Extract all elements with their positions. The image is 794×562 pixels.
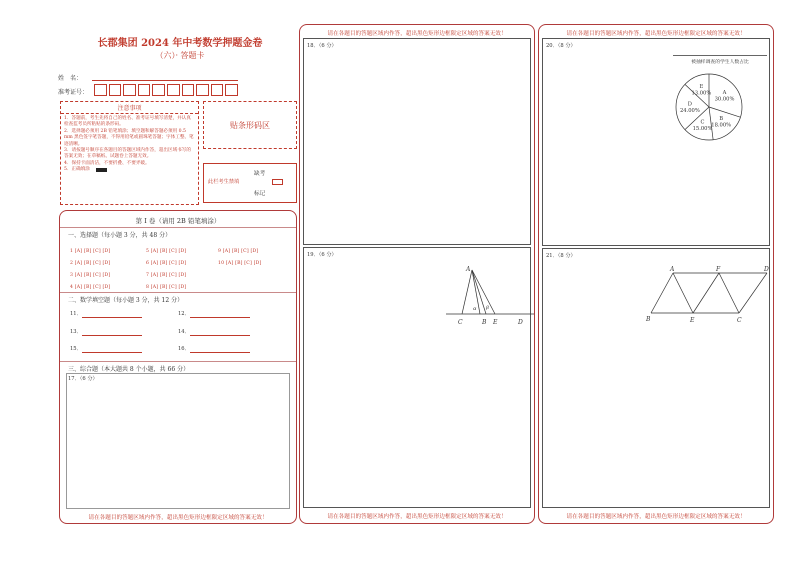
q17-label: 17．（6 分） [68,376,98,382]
page-title: 长郡集团 2024 年中考数学押题金卷 [97,38,263,49]
pie-slice-d-value: 24.00% [679,108,700,114]
blank-12-input[interactable] [190,317,250,318]
barcode-label: 贴条形码区 [230,120,270,130]
pie-slice-e-value: 13.00% [691,90,712,97]
blank-16-input[interactable] [190,352,250,353]
absent-checkbox[interactable] [272,179,283,185]
page-subtitle: （六）· 答题卡 [155,51,205,60]
filled-mark-example [96,168,107,172]
q20-answer-area[interactable] [542,38,770,246]
blank-15-input[interactable] [82,352,142,353]
fig21-label-D: D [764,266,769,273]
blank-11-label: 11． [70,311,82,317]
q19-answer-area[interactable] [303,247,531,508]
barcode-area [203,101,297,149]
notice-item-5: 5．正确填涂 [64,167,90,173]
section-header: 第 I 卷（请用 2B 铅笔填涂） [135,217,221,225]
pie-slice-a-label: A [722,90,727,97]
q17-answer-area[interactable] [66,373,290,509]
choice-q7[interactable]: 7 [A] [B] [C] [D] [146,273,187,278]
fig19-label-C: C [458,319,463,326]
q18-label: 18．（6 分） [307,43,337,49]
blank-13-label: 13． [70,329,82,335]
middle-answer-panel [299,24,535,524]
pie-slice-c-value: 15.00% [692,126,713,133]
blank-15-label: 15． [70,346,82,352]
fig19-label-B: B [482,319,487,326]
notice-item-4: 4．保持卡面清洁，不要折叠、不要弄破。 [64,160,150,166]
fig21-label-A: A [670,266,675,273]
pie-slice-c-label: C [700,119,705,126]
fig21-label-E: E [690,317,695,324]
choice-q2[interactable]: 2 [A] [B] [C] [D] [70,261,111,266]
blank-16-label: 16． [178,346,190,352]
comprehensive-section-title: 三、综合题（本大题共 8 个小题，共 66 分） [68,366,190,373]
exam-number-label: 准考证号： [58,89,89,96]
absent-line1: 缺考 [254,171,266,177]
warning-right-bottom: 请在各题目的答题区域内作答，超出黑色矩形边框限定区域的答案无效！ [566,514,746,520]
fig21-label-C: C [737,317,742,324]
warning-middle-bottom: 请在各题目的答题区域内作答，超出黑色矩形边框限定区域的答案无效！ [327,514,507,520]
choice-q4[interactable]: 4 [A] [B] [C] [D] [70,285,111,290]
fig19-label-beta: β [486,305,489,311]
fig19-label-E: E [493,319,498,326]
q21-answer-area[interactable] [542,248,770,508]
notice-box [60,101,199,205]
right-answer-panel [538,24,774,524]
pie-svg [673,67,767,153]
choice-q5[interactable]: 5 [A] [B] [C] [D] [146,249,187,254]
notice-item-3: 3．请按题号顺序在各题目的答题区域内作答，超出区域书写的答案无效；在草稿纸、试题卷上答题无效。 [64,148,191,160]
choice-q6[interactable]: 6 [A] [B] [C] [D] [146,261,187,266]
fig19-label-alpha: α [473,306,477,312]
fill-section-title: 二、数学填空题（每小题 3 分，共 12 分） [68,297,184,304]
fig21-label-B: B [646,316,651,323]
choice-section-title: 一、选择题（每小题 3 分，共 48 分） [68,232,172,239]
left-answer-panel [59,210,297,524]
exam-number-boxes[interactable] [94,84,238,96]
fig19-label-A: A [466,266,471,273]
pie-slice-e-label: E [699,83,704,90]
q21-label: 21．（8 分） [546,253,576,259]
warning-right-top: 请在各题目的答题区域内作答，超出黑色矩形边框限定区域的答案无效！ [566,31,746,37]
notice-item-2: 2．选择题必须用 2B 铅笔填涂；填空题和解答题必须用 0.5 mm 黑色签字笔答题，不得用铅笔或圆珠笔答题；字体工整、笔迹清晰。 [64,128,194,147]
pie-chart [673,55,767,155]
choice-q3[interactable]: 3 [A] [B] [C] [D] [70,273,111,278]
choice-q10[interactable]: 10 [A] [B] [C] [D] [218,261,262,266]
notice-item-1: 1．答题前，考生先将自己的姓名、准考证号填写清楚，并认真检查监考员所粘贴的条形码。 [64,116,191,128]
blank-14-input[interactable] [190,335,250,336]
choice-q9[interactable]: 9 [A] [B] [C] [D] [218,249,259,254]
warning-middle-top: 请在各题目的答题区域内作答，超出黑色矩形边框限定区域的答案无效！ [327,31,507,37]
choice-q8[interactable]: 8 [A] [B] [C] [D] [146,285,187,290]
q20-label: 20．（8 分） [546,43,576,49]
absent-label: 此栏考生禁填 [208,179,240,185]
absent-mark-box [203,163,297,203]
blank-12-label: 12． [178,311,190,317]
q19-label: 19．（6 分） [307,252,337,258]
blank-13-input[interactable] [82,335,142,336]
pie-title: 被抽样调查的学生人数占比 [691,60,749,65]
pie-slice-b-value: 18.00% [711,122,732,129]
absent-line2: 标记 [254,191,266,197]
notice-title: 注意事项 [61,102,198,114]
q18-answer-area[interactable] [303,38,531,245]
fig19-label-D: D [518,319,523,326]
choice-q1[interactable]: 1 [A] [B] [C] [D] [70,249,111,254]
q19-figure [440,262,540,334]
pie-slice-b-label: B [719,116,724,123]
blank-14-label: 14． [178,329,190,335]
name-label: 姓 名： [58,75,83,82]
pie-slice-d-label: D [687,101,692,108]
warning-left: 请在各题目的答题区域内作答，超出黑色矩形边框限定区域的答案无效！ [88,515,268,521]
q21-figure [643,265,773,325]
fig21-label-F: F [716,266,721,273]
name-input[interactable] [92,80,238,81]
pie-slice-a-value: 30.00% [714,96,735,103]
blank-11-input[interactable] [82,317,142,318]
